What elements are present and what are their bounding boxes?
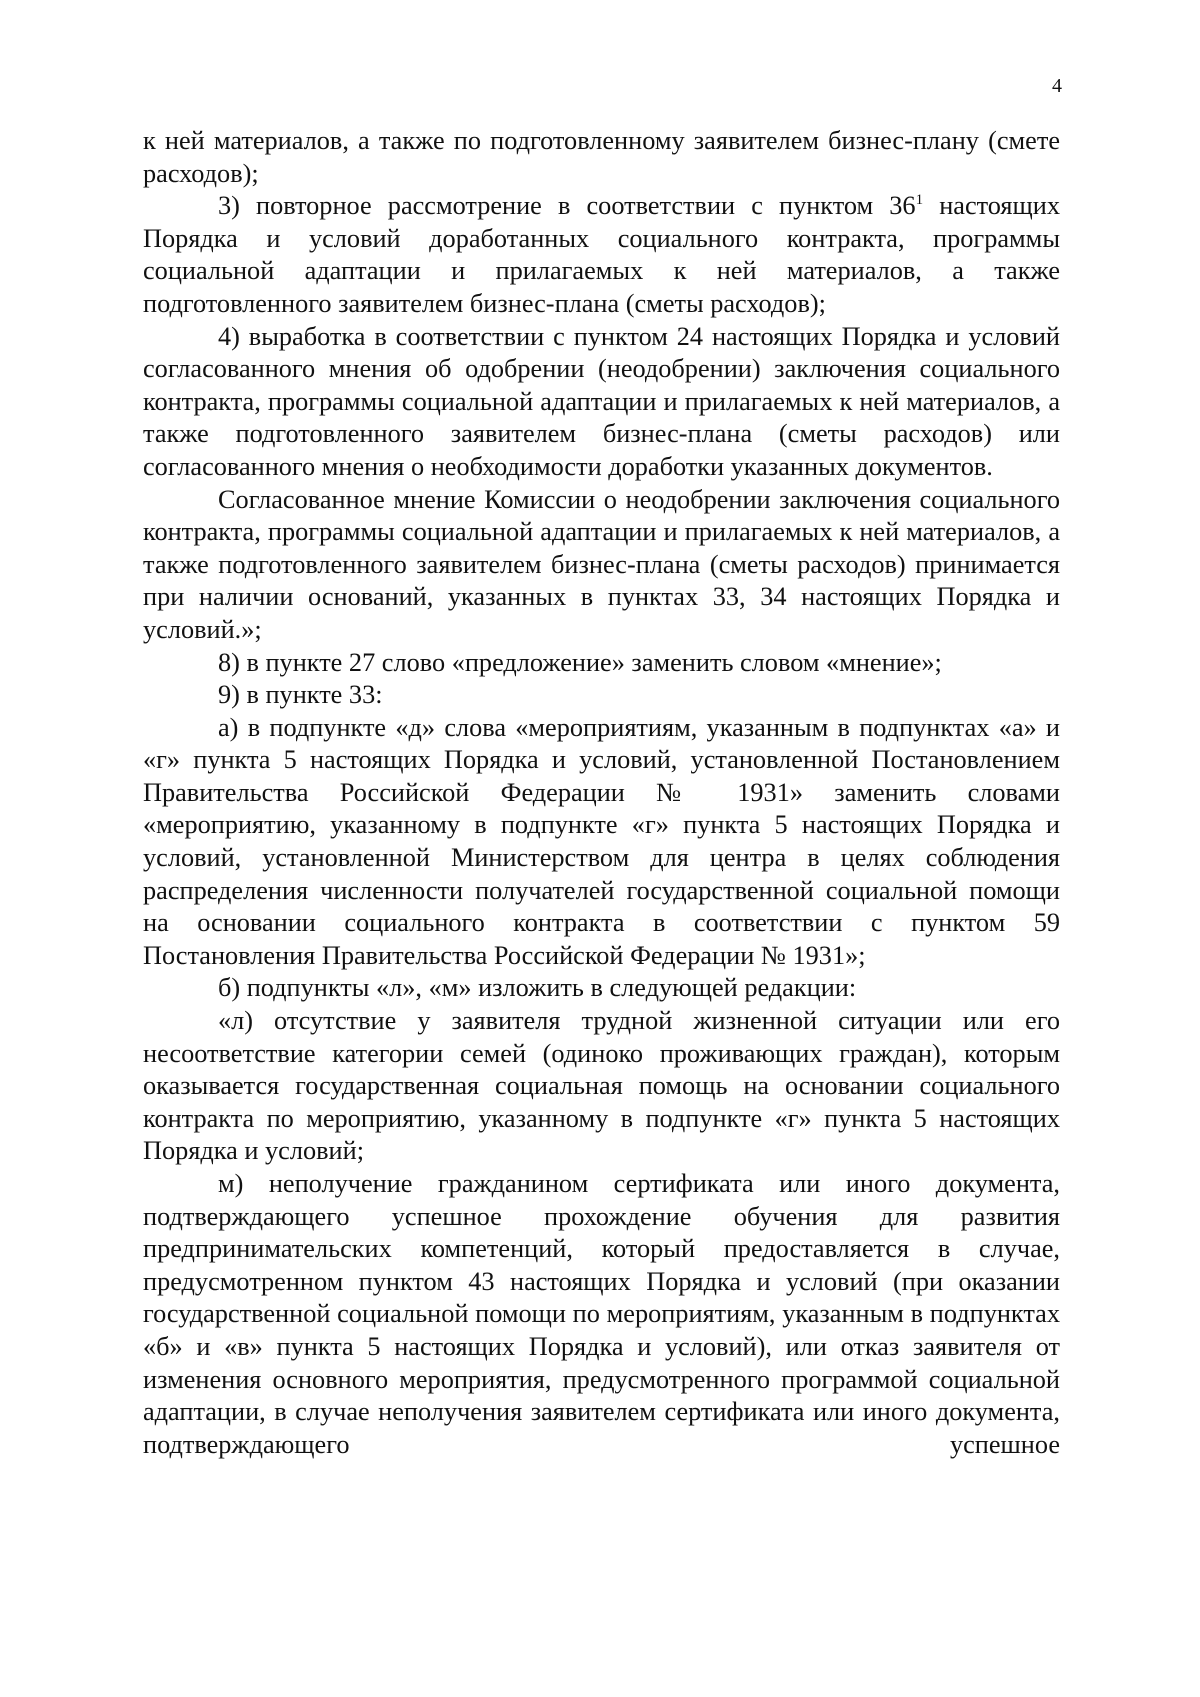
paragraph-subitem-m: м) неполучение гражданином сертификата или иного документа, подтверждающего успешное прохождение обучения для развития предпринимательских компетенций, который предоставляется в случае, предусмотренном пунктом 43 настоящих Порядка и условий (при оказании государственной социальной помощи по мероприятиям, указанным в подпунктах «б» и «в» пункта 5 настоящих Порядка и условий), или отказ заявителя от изменения основного мероприятия, предусмотренного программой социальной адаптации, в случае неполучения заявителем сертификата или иного документа, подтверждающего успешное xyxy=(143,1169,1060,1459)
paragraph-item-9: 9) в пункте 33: xyxy=(218,680,383,710)
paragraph-subitem-b: б) подпункты «л», «м» изложить в следующей редакции: xyxy=(218,973,857,1003)
paragraph-item-8: 8) в пункте 27 слово «предложение» заменить словом «мнение»; xyxy=(218,647,942,677)
paragraph-continuation: к ней материалов, а также по подготовленному заявителем бизнес-плану (смете расходов); xyxy=(143,126,1060,188)
paragraph-subitem-l: «л) отсутствие у заявителя трудной жизненной ситуации или его несоответствие категории семей (одиноко проживающих граждан), которым оказывается государственная социальная помощь на основании социального контракта по мероприятию, указанному в подпункте «г» пункта 5 настоящих Порядка и условий; xyxy=(143,1006,1060,1166)
paragraph-item-4: 4) выработка в соответствии с пунктом 24 настоящих Порядка и условий согласованного мнения об одобрении (неодобрении) заключения социального контракта, программы социальной адаптации и прилагаемых к ней материалов, а также подготовленного заявителем бизнес-плана (сметы расходов) или согласованного мнения о необходимости доработки указанных документов. xyxy=(143,321,1060,481)
item-3-rest: настоящих Порядка и условий доработанных социального контракта, программы социальной адаптации и прилагаемых к ней материалов, а также подготовленного заявителем бизнес-плана (сметы расходов); xyxy=(143,191,1060,318)
paragraph-item-3 xyxy=(143,190,1060,320)
document-body xyxy=(143,125,1060,1461)
item-3-lead: повторное рассмотрение в соответствии с пунктом 36 xyxy=(256,191,916,221)
page-number: 4 xyxy=(1052,75,1062,97)
paragraph-commission-opinion: Согласованное мнение Комиссии о неодобрении заключения социального контракта, программы социальной адаптации и прилагаемых к ней материалов, а также подготовленного заявителем бизнес-плана (сметы расходов) принимается при наличии оснований, указанных в пунктах 33, 34 настоящих Порядка и условий.»; xyxy=(143,484,1060,644)
paragraph-subitem-a: а) в подпункте «д» слова «мероприятиям, указанным в подпунктах «а» и «г» пункта 5 настоящих Порядка и условий, установленной Постановлением Правительства Российской Федерации № 1931» заменить словами «мероприятию, указанному в подпункте «г» пункта 5 настоящих Порядка и условий, установленной Министерством для центра в целях соблюдения распределения численности получателей государственной социальной помощи на основании социального контракта в соответствии с пунктом 59 Постановления Правительства Российской Федерации № 1931»; xyxy=(143,712,1060,970)
item-3-number: 3) xyxy=(218,191,240,221)
item-3-superscript: 1 xyxy=(915,192,924,209)
